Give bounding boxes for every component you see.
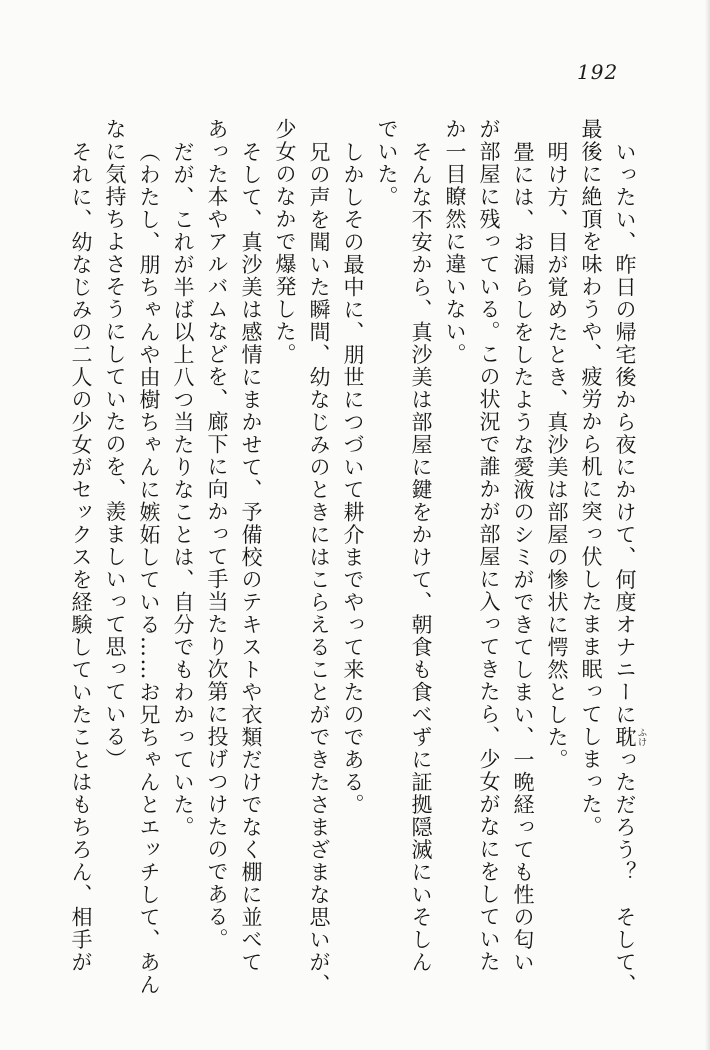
text-line: が部屋に残っている。この状況で誰かが部屋に入ってきたら、少女がなにをしていた [477, 118, 501, 973]
ruby-base: 耽 [613, 726, 637, 749]
page-edge-shadow [705, 0, 710, 1050]
text-line: そして、真沙美は感情にまかせて、予備校のテキストや衣類だけでなく棚に並べて [239, 141, 263, 974]
text-line: あった本やアルバムなどを、廊下に向かって手当たり次第に投げつけたのである。 [205, 118, 229, 951]
text-line: 兄の声を聞いた瞬間、幼なじみのときにはこらえることができたさまざまな思いが、 [307, 141, 331, 996]
text-line [608, 118, 646, 1003]
text-line: か一目瞭然に違いない。 [443, 118, 467, 366]
text-line: 少女のなかで爆発した。 [273, 118, 297, 366]
text-line: なに気持ちよさそうにしていたのを、羨ましいって思っている） [103, 118, 127, 771]
page-number: 192 [577, 60, 619, 84]
page-text [64, 118, 646, 1003]
text-line: それに、幼なじみの二人の少女がセックスを経験していたことはもちろん、相手が [69, 141, 93, 974]
text-line: 最後に絶頂を味わうや、疲労から机に突っ伏したまま眠ってしまった。 [579, 118, 603, 838]
text-line: そんな不安から、真沙美は部屋に鍵をかけて、朝食も食べずに証拠隠滅にいそしん [409, 141, 433, 974]
line-text: いったい、昨日の帰宅後から夜にかけて、何度オナニーに [613, 141, 637, 726]
line-text: っただろう？ そして、 [613, 748, 637, 996]
ruby-annotation [613, 726, 647, 749]
text-line: だが、これが半ば以上八つ当たりなことは、自分でもわかっていた。 [171, 141, 195, 839]
text-line: （わたし、朋ちゃんや由樹ちゃんに嫉妬している……お兄ちゃんとエッチして、あん [137, 141, 161, 996]
text-line: 明け方、目が覚めたとき、真沙美は部屋の惨状に愕然とした。 [545, 141, 569, 771]
text-line: 畳には、お漏らしをしたような愛液のシミができてしまい、一晩経っても性の匂い [511, 141, 535, 974]
ruby-text: ふけ [635, 726, 647, 749]
text-line: でいた。 [375, 118, 399, 208]
text-line: しかしその最中に、朋世につづいて耕介までやって来たのである。 [341, 141, 365, 816]
